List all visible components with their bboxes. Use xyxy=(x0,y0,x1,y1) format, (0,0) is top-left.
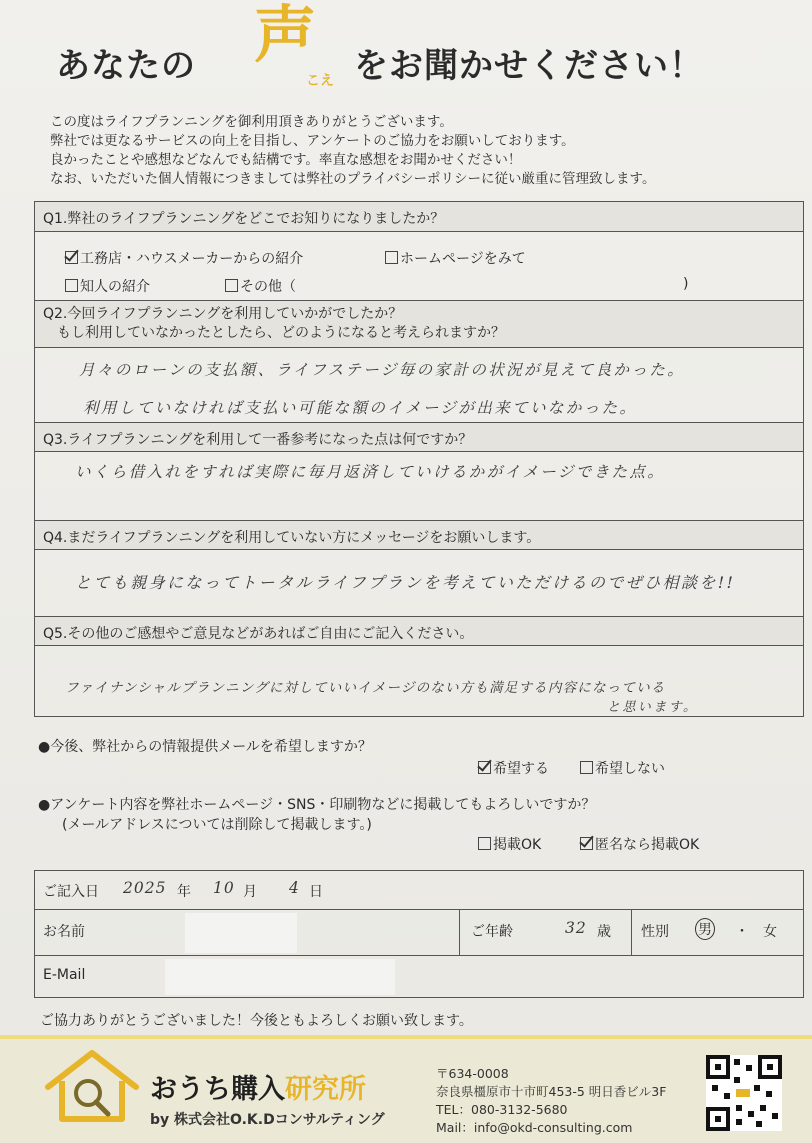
qr-code-icon[interactable] xyxy=(706,1055,782,1131)
gender-male xyxy=(695,918,715,940)
postal-code: 〒634-0008 xyxy=(436,1066,509,1081)
header xyxy=(0,0,812,100)
title-big-char: 声 xyxy=(254,0,317,71)
q2-answer-line2: 利用していなければ支払い可能な額のイメージが出来ていなかった。 xyxy=(83,399,638,417)
mail-option-label: 希望しない xyxy=(595,761,665,777)
email-label: E-Mail xyxy=(43,967,86,983)
q2-heading xyxy=(35,300,803,348)
checkbox[interactable] xyxy=(225,279,238,292)
q1-option-label: 工務店・ハウスメーカーからの紹介 xyxy=(80,251,304,267)
footer xyxy=(0,1035,812,1143)
checkbox-checked[interactable] xyxy=(478,761,491,774)
q1-option-other[interactable] xyxy=(225,276,296,296)
q3-answer: いくら借入れをすれば実際に毎月返済していけるかがイメージできた点。 xyxy=(75,463,666,481)
publish-pref-note: (メールアドレスについては削除して掲載します。) xyxy=(62,817,372,833)
row-divider xyxy=(35,909,803,910)
name-redacted xyxy=(185,913,297,953)
title-left: あなたの xyxy=(56,46,196,86)
col-divider xyxy=(631,909,632,955)
gender-female: 女 xyxy=(763,924,777,940)
checkbox[interactable] xyxy=(65,279,78,292)
checkbox-checked[interactable] xyxy=(580,837,593,850)
publish-option-ok[interactable] xyxy=(478,834,541,854)
date-year: 2025 xyxy=(123,879,167,897)
intro-line: なお、いただいた個人情報につきましては弊社のプライバシーポリシーに従い厳重に管理致します。 xyxy=(50,171,656,187)
col-divider xyxy=(459,909,460,955)
checkbox[interactable] xyxy=(580,761,593,774)
intro-line: この度はライフプランニングを御利用頂きありがとうございます。 xyxy=(50,114,453,130)
q2-question-line2: もし利用していなかったとしたら、どのようになると考えられますか？ xyxy=(43,325,505,341)
q5-heading: Q5.その他のご感想やご意見などがあればご自由にご記入ください。 xyxy=(35,616,803,646)
mail-pref-question: ●今後、弊社からの情報提供メールを希望しますか？ xyxy=(38,739,372,755)
house-magnifier-logo-icon xyxy=(44,1047,140,1133)
q3-heading: Q3.ライフプランニングを利用して一番参考になった点は何ですか？ xyxy=(35,422,803,452)
q2-question-line1: Q2.今回ライフプランニングを利用していかがでしたか？ xyxy=(43,306,403,322)
q5-answer-line2: と思います。 xyxy=(607,700,699,715)
date-label: ご記入日 xyxy=(43,884,99,900)
q4-answer: とても親身になってトータルライフプランを考えていただけるのでぜひ相談を!! xyxy=(75,573,736,592)
row-divider xyxy=(35,955,803,956)
intro-line: 弊社では更なるサービスの向上を目指し、アンケートのご協力をお願いしております。 xyxy=(50,133,575,149)
brand-name xyxy=(150,1067,366,1106)
q4-heading: Q4.まだライフプランニングを利用していない方にメッセージをお願いします。 xyxy=(35,520,803,550)
age-unit: 歳 xyxy=(597,924,611,940)
mail-option-yes[interactable] xyxy=(478,758,549,778)
email-address[interactable]: Mail：info@okd-consulting.com xyxy=(436,1120,633,1135)
q1-option-homepage[interactable] xyxy=(385,248,526,268)
brand-part-a: おうち購入 xyxy=(150,1074,285,1105)
gender-separator: ・ xyxy=(735,924,749,940)
date-month-unit: 月 xyxy=(243,884,257,900)
age-label: ご年齢 xyxy=(471,924,513,940)
name-label: お名前 xyxy=(43,924,85,940)
email-redacted xyxy=(165,959,395,995)
gender-label: 性別 xyxy=(641,924,669,940)
publish-pref-question: ●アンケート内容を弊社ホームページ・SNS・印刷物などに掲載してもよろしいですか？ xyxy=(38,797,596,813)
brand-part-b: 研究所 xyxy=(285,1074,366,1105)
title-ruby: こえ xyxy=(306,73,334,89)
q1-option-friend[interactable] xyxy=(65,276,150,296)
q1-option-label: ホームページをみて xyxy=(400,251,526,267)
q1-option-label: その他（ xyxy=(240,279,296,295)
date-month: 10 xyxy=(213,879,235,897)
checkbox[interactable] xyxy=(385,251,398,264)
publish-option-label: 匿名なら掲載OK xyxy=(595,837,700,853)
q1-other-close: ) xyxy=(683,276,689,292)
brand-company: by 株式会社O.K.Dコンサルティング xyxy=(150,1112,385,1128)
q1-heading: Q1.弊社のライフプランニングをどこでお知りになりましたか？ xyxy=(35,202,803,232)
question-table xyxy=(34,201,804,717)
contact-block xyxy=(436,1065,666,1137)
checkbox[interactable] xyxy=(478,837,491,850)
publish-option-anonymous[interactable] xyxy=(580,834,699,854)
q1-option-builder[interactable] xyxy=(65,248,303,268)
gender-male-circled: 男 xyxy=(695,918,715,940)
q5-answer-line1: ファイナンシャルプランニングに対していいイメージのない方も満足する内容になっている xyxy=(65,680,666,696)
mail-option-label: 希望する xyxy=(493,761,549,777)
info-table xyxy=(34,870,804,998)
intro-text xyxy=(50,113,655,189)
date-year-unit: 年 xyxy=(177,884,191,900)
date-day: 4 xyxy=(289,879,302,897)
q1-option-label: 知人の紹介 xyxy=(80,279,150,295)
mail-option-no[interactable] xyxy=(580,758,665,778)
intro-line: 良かったことや感想などなんでも結構です。率直な感想をお聞かせください！ xyxy=(50,152,522,168)
age-value: 32 xyxy=(565,919,587,937)
address: 奈良県橿原市十市町453-5 明日香ビル3F xyxy=(436,1084,667,1099)
telephone: TEL：080-3132-5680 xyxy=(436,1102,568,1117)
publish-option-label: 掲載OK xyxy=(493,837,542,853)
thanks-text: ご協力ありがとうございました！今後ともよろしくお願い致します。 xyxy=(40,1013,473,1029)
date-day-unit: 日 xyxy=(309,884,323,900)
checkbox-checked[interactable] xyxy=(65,251,78,264)
title-right: をお聞かせください！ xyxy=(354,46,704,86)
q2-answer-line1: 月々のローンの支払額、ライフステージ毎の家計の状況が見えて良かった。 xyxy=(79,361,686,379)
